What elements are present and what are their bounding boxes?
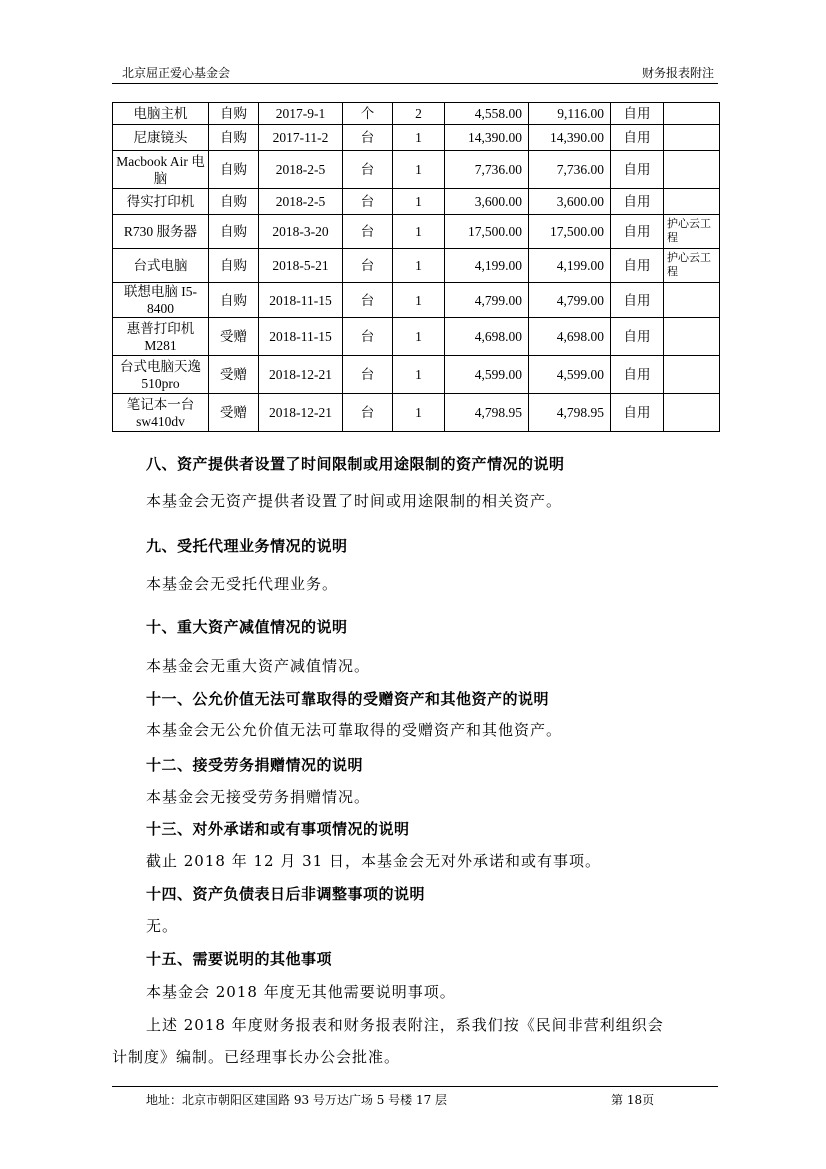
cell-name: 惠普打印机 M281 — [113, 318, 209, 356]
section-12-heading: 十二、接受劳务捐赠情况的说明 — [146, 756, 364, 774]
table-row — [113, 151, 720, 189]
section-9-body: 本基金会无受托代理业务。 — [146, 575, 339, 593]
closing-line-2: 计制度》编制。已经理事长办公会批准。 — [112, 1048, 401, 1066]
cell-note — [664, 356, 720, 394]
cell-use: 自用 — [611, 318, 664, 356]
section-15-heading: 十五、需要说明的其他事项 — [146, 950, 333, 968]
cell-source: 自购 — [209, 189, 259, 215]
cell-price: 4,599.00 — [445, 356, 529, 394]
table-row — [113, 356, 720, 394]
cell-price: 4,698.00 — [445, 318, 529, 356]
cell-source: 受赠 — [209, 356, 259, 394]
cell-note — [664, 151, 720, 189]
footer-page-number: 第 18页 — [611, 1093, 655, 1107]
cell-source: 受赠 — [209, 318, 259, 356]
cell-name: R730 服务器 — [113, 215, 209, 249]
cell-total: 4,599.00 — [529, 356, 611, 394]
cell-source: 自购 — [209, 103, 259, 125]
cell-use: 自用 — [611, 356, 664, 394]
cell-name: 联想电脑 I5-8400 — [113, 283, 209, 318]
cell-price: 7,736.00 — [445, 151, 529, 189]
cell-qty: 1 — [393, 283, 445, 318]
section-14-heading: 十四、资产负债表日后非调整事项的说明 — [146, 885, 426, 903]
cell-source: 自购 — [209, 283, 259, 318]
cell-note — [664, 103, 720, 125]
cell-date: 2018-11-15 — [259, 283, 343, 318]
cell-unit: 台 — [343, 318, 393, 356]
section-14-body: 无。 — [146, 917, 179, 935]
cell-note — [664, 125, 720, 151]
cell-total: 17,500.00 — [529, 215, 611, 249]
cell-use: 自用 — [611, 249, 664, 283]
cell-unit: 台 — [343, 394, 393, 432]
cell-name: 得实打印机 — [113, 189, 209, 215]
section-9-heading: 九、受托代理业务情况的说明 — [146, 537, 348, 555]
cell-unit: 台 — [343, 189, 393, 215]
cell-use: 自用 — [611, 215, 664, 249]
cell-note — [664, 283, 720, 318]
cell-source: 自购 — [209, 125, 259, 151]
cell-use: 自用 — [611, 103, 664, 125]
section-10-heading: 十、重大资产减值情况的说明 — [146, 618, 348, 636]
cell-name: 笔记本一台 sw410dv — [113, 394, 209, 432]
cell-note — [664, 318, 720, 356]
cell-qty: 1 — [393, 125, 445, 151]
section-13-body: 截止 2018 年 12 月 31 日，本基金会无对外承诺和或有事项。 — [146, 852, 601, 870]
fixed-assets-table — [112, 102, 720, 432]
cell-date: 2018-11-15 — [259, 318, 343, 356]
cell-qty: 1 — [393, 394, 445, 432]
cell-use: 自用 — [611, 394, 664, 432]
cell-date: 2018-12-21 — [259, 394, 343, 432]
cell-unit: 台 — [343, 215, 393, 249]
cell-qty: 1 — [393, 151, 445, 189]
section-10-body: 本基金会无重大资产减值情况。 — [146, 657, 371, 675]
cell-use: 自用 — [611, 283, 664, 318]
cell-date: 2018-5-21 — [259, 249, 343, 283]
table-row — [113, 215, 720, 249]
cell-name: 电脑主机 — [113, 103, 209, 125]
cell-note: 护心云工程 — [664, 249, 720, 283]
cell-total: 4,698.00 — [529, 318, 611, 356]
section-12-body: 本基金会无接受劳务捐赠情况。 — [146, 788, 371, 806]
cell-date: 2017-9-1 — [259, 103, 343, 125]
cell-use: 自用 — [611, 151, 664, 189]
cell-price: 4,558.00 — [445, 103, 529, 125]
cell-unit: 台 — [343, 249, 393, 283]
section-15-body: 本基金会 2018 年度无其他需要说明事项。 — [146, 983, 456, 1001]
table-row — [113, 283, 720, 318]
cell-qty: 1 — [393, 215, 445, 249]
cell-unit: 台 — [343, 125, 393, 151]
table-row — [113, 249, 720, 283]
cell-date: 2018-2-5 — [259, 189, 343, 215]
table-row — [113, 318, 720, 356]
cell-date: 2017-11-2 — [259, 125, 343, 151]
cell-price: 17,500.00 — [445, 215, 529, 249]
cell-total: 4,799.00 — [529, 283, 611, 318]
header-divider — [112, 83, 718, 84]
cell-total: 3,600.00 — [529, 189, 611, 215]
cell-unit: 台 — [343, 151, 393, 189]
table-row — [113, 394, 720, 432]
closing-line-1: 上述 2018 年度财务报表和财务报表附注，系我们按《民间非营利组织会 — [146, 1016, 664, 1034]
cell-source: 受赠 — [209, 394, 259, 432]
cell-qty: 1 — [393, 249, 445, 283]
cell-use: 自用 — [611, 189, 664, 215]
cell-name: 台式电脑 — [113, 249, 209, 283]
cell-source: 自购 — [209, 151, 259, 189]
cell-date: 2018-12-21 — [259, 356, 343, 394]
cell-qty: 1 — [393, 189, 445, 215]
cell-qty: 1 — [393, 318, 445, 356]
section-11-heading: 十一、公允价值无法可靠取得的受赠资产和其他资产的说明 — [146, 690, 550, 708]
cell-total: 4,199.00 — [529, 249, 611, 283]
cell-date: 2018-3-20 — [259, 215, 343, 249]
cell-qty: 1 — [393, 356, 445, 394]
table-row — [113, 189, 720, 215]
header-org-name: 北京屈正爱心基金会 — [122, 66, 231, 80]
cell-name: 尼康镜头 — [113, 125, 209, 151]
cell-note: 护心云工程 — [664, 215, 720, 249]
cell-name: Macbook Air 电脑 — [113, 151, 209, 189]
cell-note — [664, 189, 720, 215]
cell-unit: 台 — [343, 283, 393, 318]
cell-total: 14,390.00 — [529, 125, 611, 151]
cell-source: 自购 — [209, 215, 259, 249]
cell-date: 2018-2-5 — [259, 151, 343, 189]
cell-total: 4,798.95 — [529, 394, 611, 432]
section-8-heading: 八、资产提供者设置了时间限制或用途限制的资产情况的说明 — [146, 455, 565, 473]
table-row — [113, 103, 720, 125]
cell-note — [664, 394, 720, 432]
cell-total: 9,116.00 — [529, 103, 611, 125]
cell-unit: 个 — [343, 103, 393, 125]
cell-qty: 2 — [393, 103, 445, 125]
cell-price: 4,799.00 — [445, 283, 529, 318]
cell-unit: 台 — [343, 356, 393, 394]
section-8-body: 本基金会无资产提供者设置了时间或用途限制的相关资产。 — [146, 492, 563, 510]
section-11-body: 本基金会无公允价值无法可靠取得的受赠资产和其他资产。 — [146, 721, 563, 739]
cell-use: 自用 — [611, 125, 664, 151]
cell-price: 3,600.00 — [445, 189, 529, 215]
header-section-title: 财务报表附注 — [641, 66, 714, 80]
table-row — [113, 125, 720, 151]
cell-total: 7,736.00 — [529, 151, 611, 189]
section-13-heading: 十三、对外承诺和或有事项情况的说明 — [146, 820, 410, 838]
cell-price: 4,199.00 — [445, 249, 529, 283]
cell-price: 4,798.95 — [445, 394, 529, 432]
footer-address: 地址：北京市朝阳区建国路 93 号万达广场 5 号楼 17 层 — [146, 1093, 448, 1107]
cell-name: 台式电脑天逸 510pro — [113, 356, 209, 394]
footer-divider — [112, 1086, 718, 1087]
cell-source: 自购 — [209, 249, 259, 283]
cell-price: 14,390.00 — [445, 125, 529, 151]
